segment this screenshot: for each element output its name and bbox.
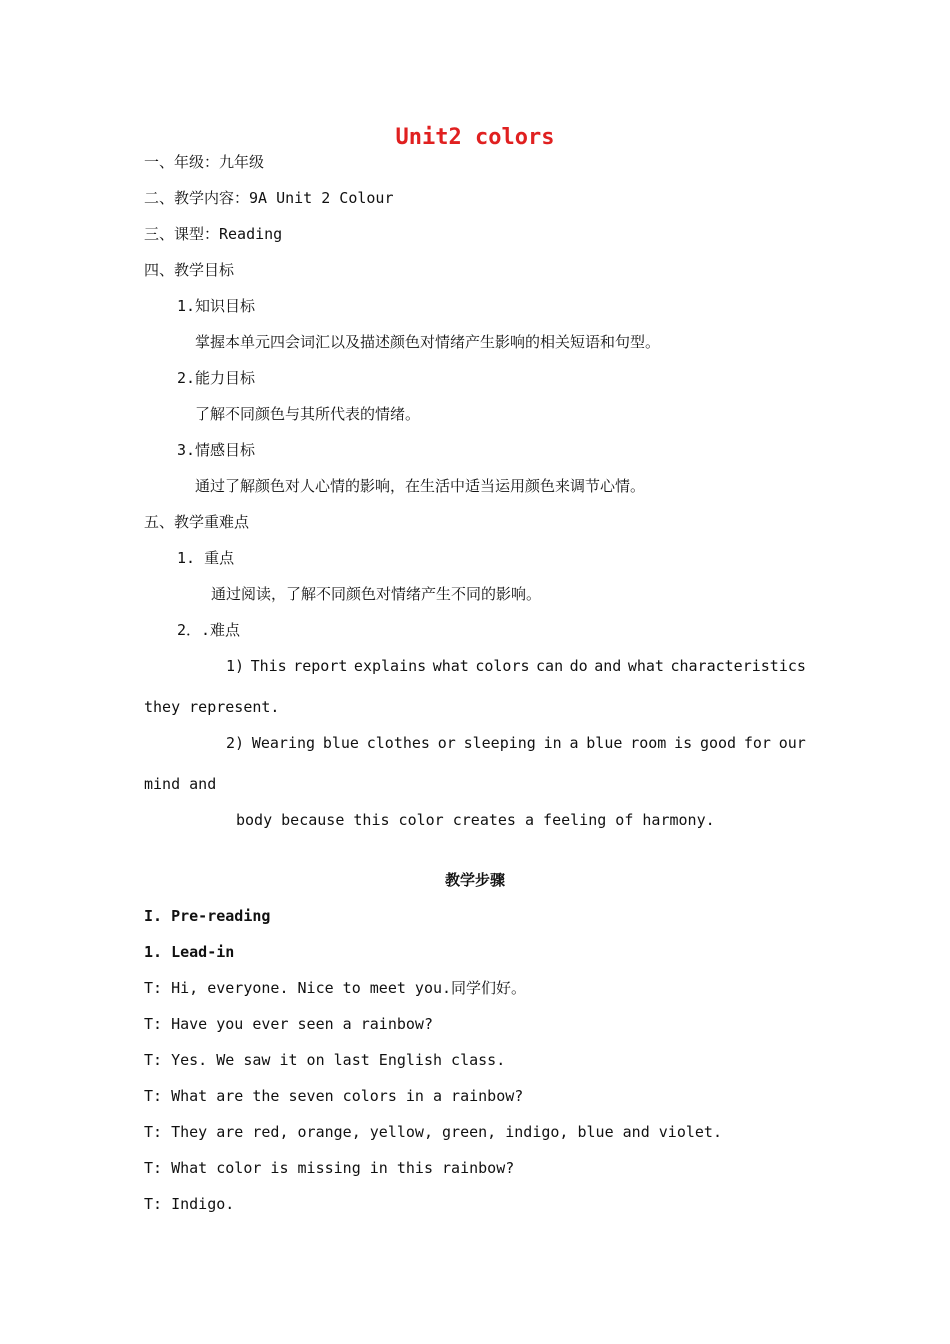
objective-2-text: 了解不同颜色与其所代表的情绪。 [195,405,421,423]
key-point-2-heading: 2．.难点 [177,621,241,639]
word: blue [322,734,359,752]
word: blue [586,734,623,752]
difficulty-1-line [226,656,806,676]
dialogue-line: T: Yes. We saw it on last English class. [144,1051,506,1069]
word: for [743,734,771,752]
key-point-1-text: 通过阅读，了解不同颜色对情绪产生不同的影响。 [211,585,542,603]
word: characteristics [670,657,806,675]
word: can [536,657,564,675]
content-line: 二、教学内容：9A Unit 2 Colour [144,189,394,207]
dialogue-line: T: What color is missing in this rainbow? [144,1159,515,1177]
word: what [627,657,664,675]
word: Wearing [251,734,316,752]
dialogue-line: T: Have you ever seen a rainbow? [144,1015,433,1033]
difficulty-2-continuation: mind and [144,775,217,793]
type-line: 三、课型：Reading [144,225,283,243]
word: clothes [366,734,430,752]
word: what [432,657,469,675]
objectives-heading: 四、教学目标 [144,261,235,279]
word: a [569,734,579,752]
objective-3-heading: 3.情感目标 [177,441,256,459]
word: explains [353,657,427,675]
dialogue-line: T: Indigo. [144,1195,235,1213]
word: This [250,657,287,675]
objective-3-text: 通过了解颜色对人心情的影响，在生活中适当运用颜色来调节心情。 [195,477,646,495]
word: good [699,734,737,752]
objective-1-text: 掌握本单元四会词汇以及描述颜色对情绪产生影响的相关短语和句型。 [195,333,661,351]
word: in [543,734,562,752]
word: 2) [226,734,245,752]
word: or [437,734,456,752]
word: room [630,734,667,752]
word: report [293,657,348,675]
word: colors [475,657,530,675]
objective-2-heading: 2.能力目标 [177,369,256,387]
key-points-heading: 五、教学重难点 [144,513,250,531]
lead-in-heading: 1. Lead-in [144,943,235,961]
difficulty-2-line [226,733,806,753]
word: do [569,657,588,675]
document-title: Unit2 colors [395,125,555,150]
difficulty-2-continuation-2: body because this color creates a feeling of harmony. [236,811,715,829]
word: and [594,657,622,675]
word: our [778,734,806,752]
word: is [674,734,693,752]
dialogue-line: T: Hi, everyone. Nice to meet you.同学们好。 [144,979,527,997]
difficulty-1-continuation: they represent. [144,698,280,716]
key-point-1-heading: 1. 重点 [177,549,235,567]
word: 1) [226,657,245,675]
pre-reading-heading: I. Pre-reading [144,907,271,925]
word: sleeping [463,734,536,752]
objective-1-heading: 1.知识目标 [177,297,256,315]
grade-line: 一、年级：九年级 [144,153,265,171]
teaching-steps-heading: 教学步骤 [444,871,505,889]
dialogue-line: T: What are the seven colors in a rainbow? [144,1087,524,1105]
dialogue-line: T: They are red, orange, yellow, green, indigo, blue and violet. [144,1123,722,1141]
